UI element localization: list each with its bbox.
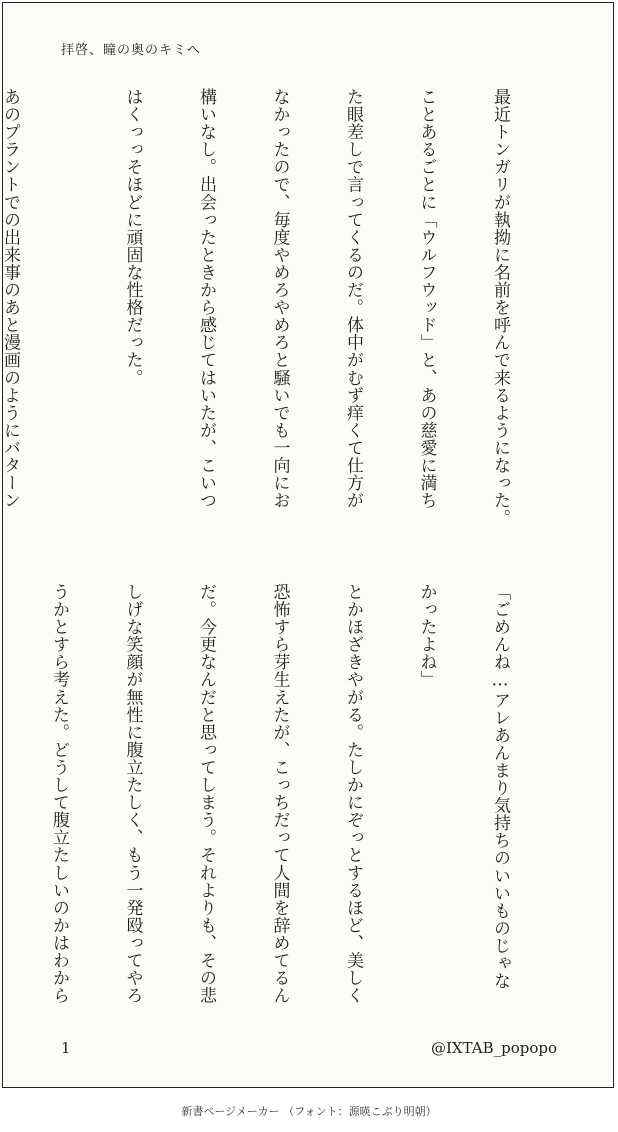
text-line: あのプラントでの出来事のあと漫画のようにバターン xyxy=(0,88,20,510)
text-line: ことあるごとに「ウルフウッド」と、あの慈愛に満ち xyxy=(416,88,437,510)
text-line: た眼差しで言ってくるのだ。体中がむず痒くて仕方が xyxy=(343,88,363,510)
text-line: しげな笑顔が無性に腹立たしく、もう一発殴ってやろ xyxy=(122,583,143,1005)
text-line: かったよね」 xyxy=(416,583,437,689)
body-text-top xyxy=(0,88,561,528)
page-number: 1 xyxy=(61,1039,71,1057)
author-handle: @IXTAB_popopo xyxy=(430,1039,557,1057)
body-text-bottom xyxy=(51,583,561,1023)
text-line: なかったので、毎度やめろやめろと騒いでも一向にお xyxy=(269,88,290,510)
text-line: うかとすら考えた。どうして腹立たしいのかはわから xyxy=(49,583,69,1005)
text-line: 構いなし。出会ったときから感じてはいたが、こいつ xyxy=(196,88,216,510)
text-line: 最近トンガリが執拗に名前を呼んで来るようになった。 xyxy=(490,88,510,527)
footer-credit: 新書ページメーカー （フォント：源暎こぶり明朝） xyxy=(181,1105,437,1118)
text-line: はくっっそほどに頑固な性格だった。 xyxy=(122,88,143,387)
text-line: だ。今更なんだと思ってしまう。それよりも、その悲 xyxy=(196,583,216,1005)
page-title: 拝啓、瞳の奥のキミへ xyxy=(61,43,202,58)
page xyxy=(2,2,614,1088)
text-line: 「ごめんね…アレあんまり気持ちのいいものじゃな xyxy=(490,583,510,990)
text-line: 恐怖すら芽生えたが、こっちだって人間を辞めてるん xyxy=(269,583,290,1005)
text-line: とかほざきやがる。たしかにぞっとするほど、美しく xyxy=(343,583,363,1005)
